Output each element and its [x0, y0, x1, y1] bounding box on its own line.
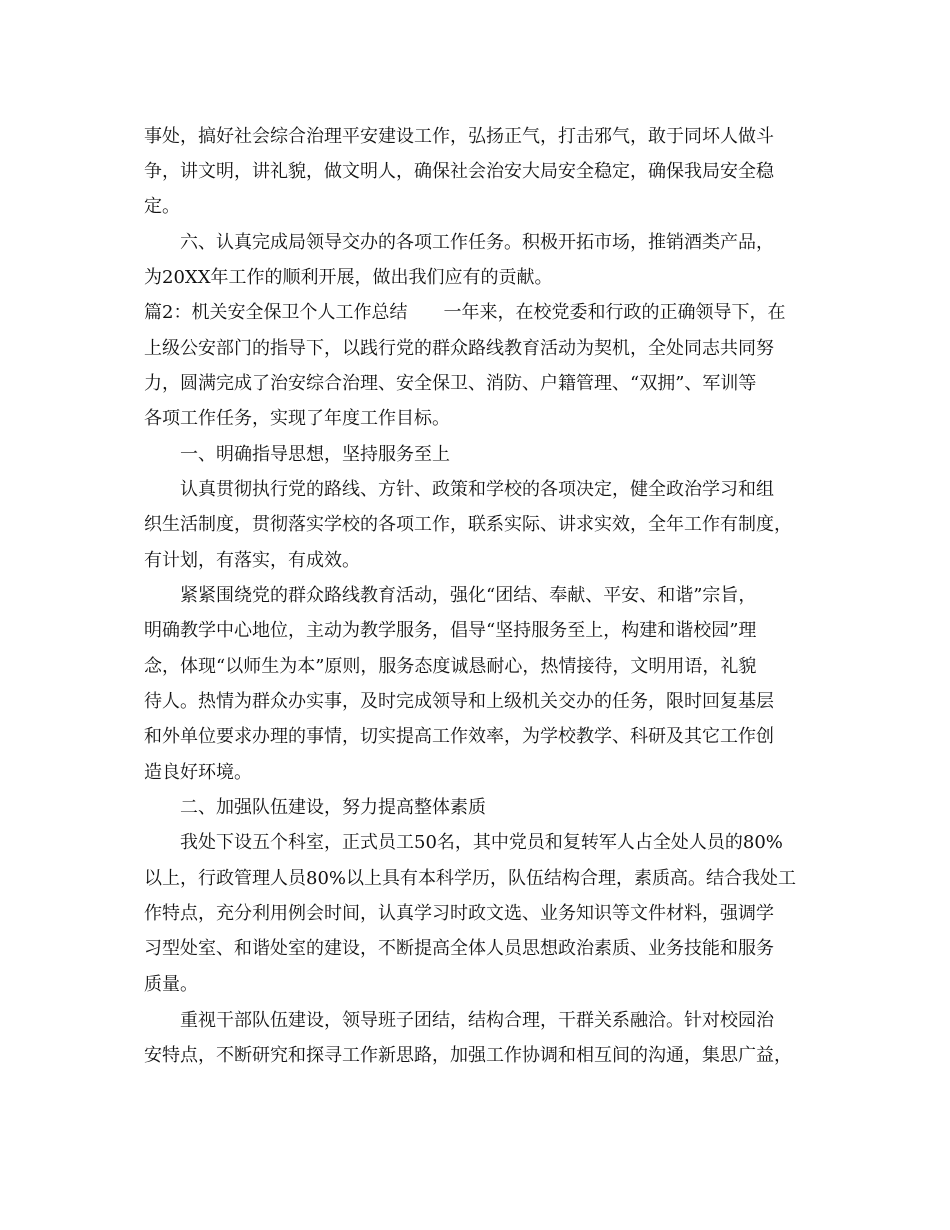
text-line: 认真贯彻执行党的路线、方针、政策和学校的各项决定，健全政治学习和组 — [180, 479, 774, 500]
text-line: 各项工作任务，实现了年度工作目标。 — [144, 408, 450, 429]
text-line: 念，体现“以师生为本”原则，服务态度诚恳耐心，热情接待，文明用语，礼貌 — [144, 656, 757, 677]
text-line: 力，圆满完成了治安综合治理、安全保卫、消防、户籍管理、“双拥”、军训等 — [144, 373, 757, 394]
text-line: 重视干部队伍建设，领导班子团结，结构合理，干群关系融洽。针对校园治 — [180, 1010, 774, 1031]
text-line: 以上，行政管理人员80%以上具有本科学历，队伍结构合理，素质高。结合我处工 — [144, 868, 797, 889]
text-line: 争，讲文明，讲礼貌，做文明人，确保社会治安大局安全稳定，确保我局安全稳 — [144, 161, 774, 182]
text-line: 质量。 — [144, 974, 198, 995]
text-line: 造良好环境。 — [144, 762, 252, 783]
text-line: 安特点，不断研究和探寻工作新思路，加强工作协调和相互间的沟通，集思广益， — [144, 1045, 792, 1066]
text-line: 待人。热情为群众办实事，及时完成领导和上级机关交办的任务，限时回复基层 — [144, 691, 774, 712]
text-line: 上级公安部门的指导下，以践行党的群众路线教育活动为契机，全处同志共同努 — [144, 338, 774, 359]
text-line: 为20XX年工作的顺利开展，做出我们应有的贡献。 — [144, 267, 553, 288]
text-line: 作特点，充分利用例会时间，认真学习时政文选、业务知识等文件材料，强调学 — [144, 903, 774, 924]
text-line: 事处，搞好社会综合治理平安建设工作，弘扬正气，打击邪气，敢于同坏人做斗 — [144, 126, 774, 147]
section-heading: 二、加强队伍建设，努力提高整体素质 — [180, 797, 486, 818]
section-heading: 一、明确指导思想，坚持服务至上 — [180, 444, 450, 465]
text-line: 织生活制度，贯彻落实学校的各项工作，联系实际、讲求实效，全年工作有制度， — [144, 514, 792, 535]
text-line: 有计划，有落实，有成效。 — [144, 550, 360, 571]
text-line: 和外单位要求办理的事情，切实提高工作效率，为学校教学、科研及其它工作创 — [144, 726, 774, 747]
text-line: 我处下设五个科室，正式员工50名，其中党员和复转军人占全处人员的80% — [180, 832, 783, 853]
text-line: 篇2：机关安全保卫个人工作总结 一年来，在校党委和行政的正确领导下，在 — [144, 302, 786, 323]
text-line: 明确教学中心地位，主动为教学服务，倡导“坚持服务至上，构建和谐校园”理 — [144, 620, 757, 641]
text-line: 六、认真完成局领导交办的各项工作任务。积极开拓市场，推销酒类产品， — [180, 232, 774, 253]
text-line: 定。 — [144, 196, 180, 217]
text-line: 紧紧围绕党的群众路线教育活动，强化“团结、奉献、平安、和谐”宗旨， — [180, 585, 757, 606]
text-line: 习型处室、和谐处室的建设，不断提高全体人员思想政治素质、业务技能和服务 — [144, 938, 774, 959]
